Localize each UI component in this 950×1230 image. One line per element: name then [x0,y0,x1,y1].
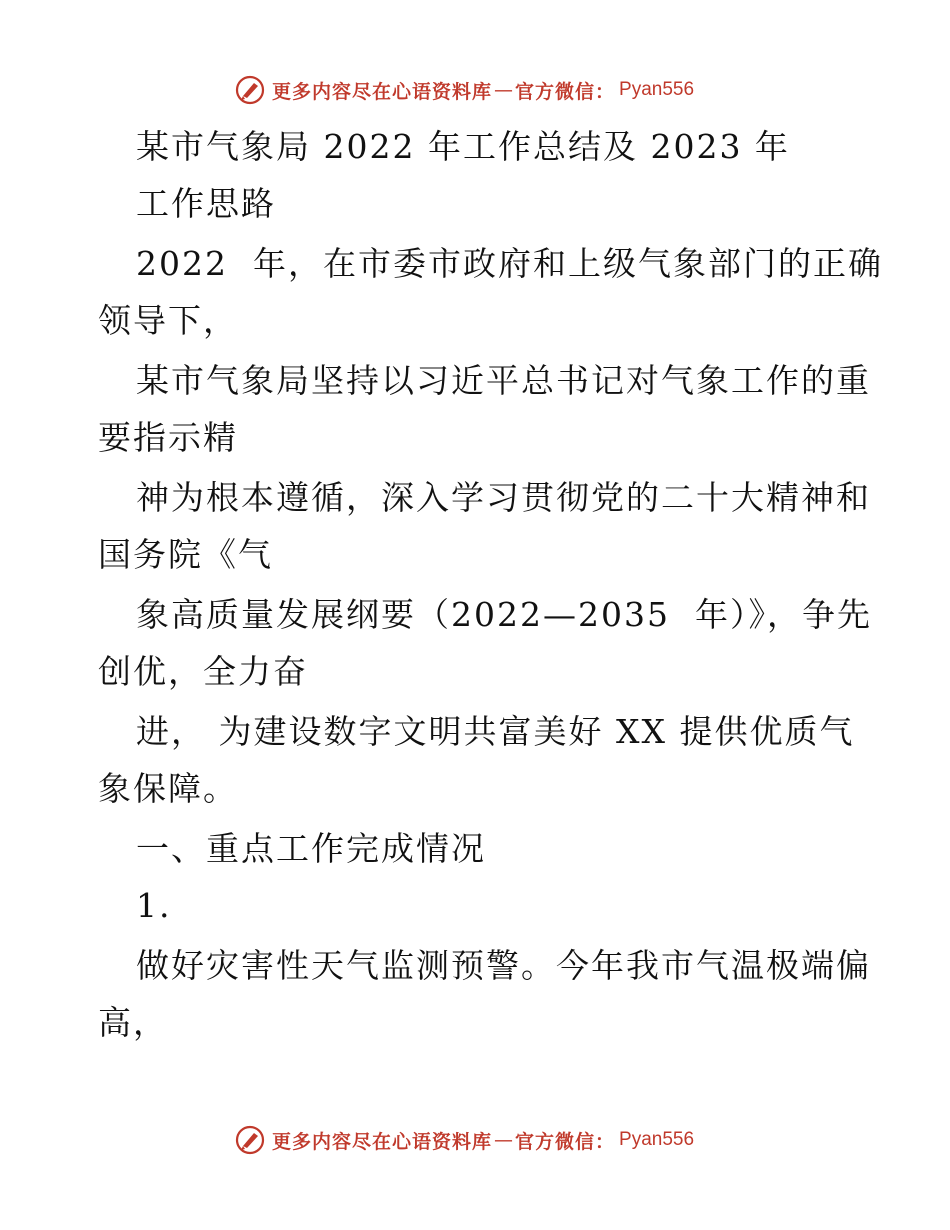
quill-logo-icon [234,74,266,106]
section-heading: 一、重点工作完成情况 [136,829,486,868]
banner-site-text: 更多内容尽在心语资料库 [272,1130,493,1153]
header-watermark-banner [234,72,694,108]
body-line: 象高质量发展纲要（2022—2035 年）》，争先 [136,595,872,634]
body-line: 做好灾害性天气监测预警。今年我市气温极端偏 [136,946,871,985]
banner-wechat-label: 官方微信： [515,1130,616,1153]
body-line: 神为根本遵循，深入学习贯彻党的二十大精神和 [136,478,871,517]
footer-watermark-banner [234,1122,694,1158]
body-line: 要指示精 [98,418,238,457]
body-line: 领导下， [98,301,238,340]
quill-logo-icon [234,1124,266,1156]
body-line: 2022 年，在市委市政府和上级气象部门的正确 [136,244,883,283]
body-line: 国务院《气 [98,535,273,574]
banner-wechat-id: Pyan556 [619,1129,695,1150]
list-number: 1. [136,886,172,925]
banner-dash: — [494,79,514,101]
document-title-line-1: 某市气象局 2022 年工作总结及 2023 年 [136,127,790,166]
body-line: 进， 为建设数字文明共富美好 XX 提供优质气 [136,712,855,751]
banner-dash: — [494,1129,514,1151]
body-line: 象保障。 [98,769,238,808]
body-line: 高， [98,1003,168,1042]
body-line: 创优，全力奋 [98,652,308,691]
banner-site-text: 更多内容尽在心语资料库 [272,80,493,103]
banner-wechat-label: 官方微信： [515,80,616,103]
body-line: 某市气象局坚持以习近平总书记对气象工作的重 [136,361,871,400]
document-title-line-2: 工作思路 [136,184,276,223]
banner-wechat-id: Pyan556 [619,79,695,100]
